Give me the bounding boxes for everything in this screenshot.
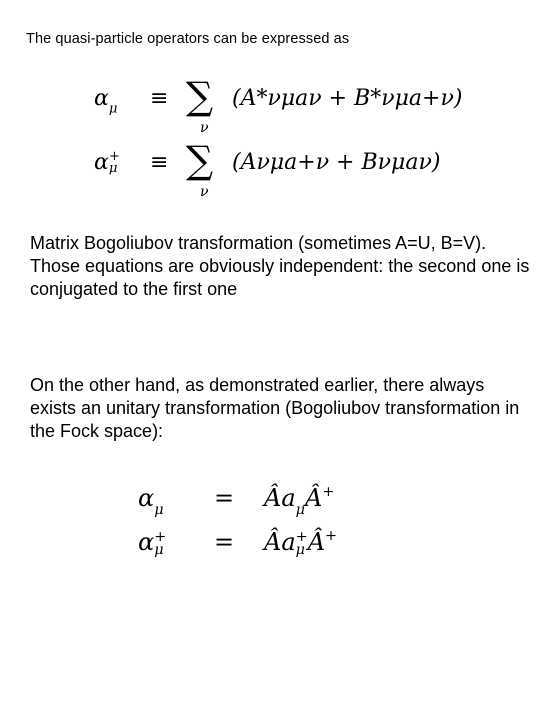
rhs-plus-tail-sup: + bbox=[325, 528, 338, 544]
equiv-sign-2: ≡ bbox=[150, 150, 169, 175]
alpha-subscript: μ bbox=[108, 101, 118, 117]
alpha-plus-superscript: + bbox=[108, 149, 120, 165]
equiv-sign: ≡ bbox=[150, 86, 169, 111]
equation-alpha-plus bbox=[94, 138, 441, 200]
fock-space-equations bbox=[138, 478, 398, 578]
rhs-unitary-tail-sup: + bbox=[322, 484, 335, 500]
sum-index: ν bbox=[200, 120, 209, 136]
bogoliubov-paragraph: Matrix Bogoliubov transformation (sometimes A=U, B=V). Those equations are obviously independent: the second one is conjugated to the first one bbox=[30, 233, 530, 299]
rhs-plus-tail: Â bbox=[307, 528, 326, 557]
equation-alpha bbox=[94, 74, 463, 136]
intro-text: The quasi-particle operators can be expressed as bbox=[26, 31, 350, 47]
rhs-plus-sup: + bbox=[295, 528, 308, 545]
rhs-alpha: (A*νμaν + B*νμa+ν) bbox=[232, 86, 463, 111]
alpha-symbol-unitary: α bbox=[138, 484, 155, 512]
alpha-subscript-unitary: μ bbox=[154, 501, 164, 518]
alpha-symbol: α bbox=[94, 86, 109, 111]
equals-sign: = bbox=[214, 484, 235, 512]
sum-sign-2: ∑ ν bbox=[186, 138, 214, 200]
sum-index-2: ν bbox=[200, 184, 209, 200]
rhs-plus-sub: μ bbox=[295, 541, 305, 558]
equation-alpha-plus-unitary bbox=[138, 528, 338, 558]
equation-alpha-unitary bbox=[138, 484, 335, 518]
rhs-alpha-plus: (Aνμa+ν + Bνμaν) bbox=[232, 150, 441, 175]
rhs-unitary-tail: Â bbox=[305, 484, 323, 513]
alpha-plus-sup-unitary: + bbox=[154, 528, 167, 545]
alpha-plus-subscript: μ bbox=[108, 161, 118, 176]
equals-sign-2: = bbox=[214, 528, 235, 556]
rhs-unitary-subscript: μ bbox=[295, 501, 305, 518]
alpha-plus-symbol-unitary: α bbox=[138, 528, 155, 556]
rhs-plus-core: Âa bbox=[264, 528, 296, 557]
alpha-plus-symbol: α bbox=[94, 150, 109, 175]
sum-sign: ∑ ν bbox=[186, 74, 214, 136]
unitary-paragraph: On the other hand, as demonstrated earlier, there always exists an unitary transformation (Bogoliubov transformation in the Fock space): bbox=[30, 375, 520, 441]
rhs-unitary-core: Âa bbox=[264, 484, 296, 513]
alpha-plus-sub-unitary: μ bbox=[154, 541, 164, 558]
quasi-particle-equations bbox=[94, 74, 463, 208]
